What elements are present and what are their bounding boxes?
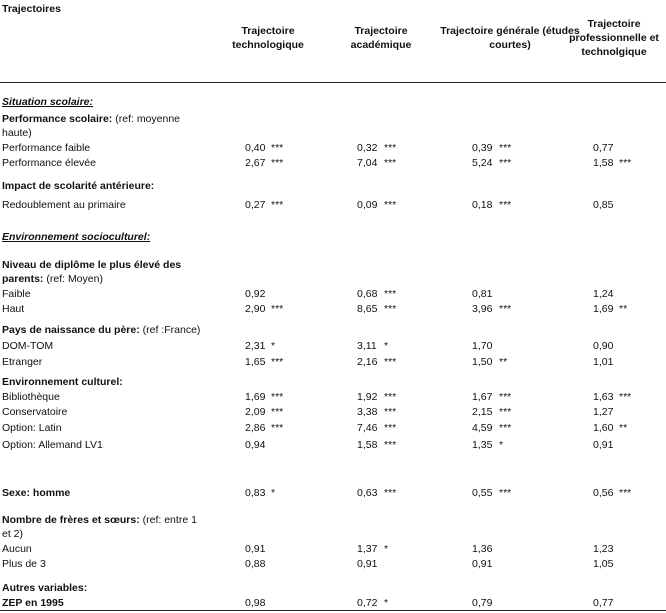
- row-label: Faible: [2, 288, 31, 300]
- significance-stars: ***: [271, 303, 284, 315]
- value-cell: 2,31: [245, 340, 266, 352]
- value-cell: 1,01: [593, 356, 614, 368]
- value-cell: 3,96: [472, 303, 493, 315]
- row-label: Performance élevée: [2, 157, 96, 169]
- value-cell: 3,11: [357, 340, 377, 352]
- value-cell: 1,50: [472, 356, 493, 368]
- significance-stars: **: [619, 422, 628, 434]
- significance-stars: ***: [384, 199, 397, 211]
- significance-stars: *: [384, 597, 389, 609]
- significance-stars: ***: [271, 406, 284, 418]
- value-cell: 0,90: [593, 340, 614, 352]
- value-cell: 4,59: [472, 422, 493, 434]
- freres-heading: Nombre de frères et sœurs: (ref: entre 1: [2, 514, 197, 526]
- value-cell: 1,65: [245, 356, 266, 368]
- significance-stars: ***: [271, 391, 284, 403]
- value-cell: 0,40: [245, 142, 266, 154]
- significance-stars: ***: [384, 439, 397, 451]
- column-header-technologique: Trajectoire technologique: [232, 25, 304, 51]
- row-label: Redoublement au primaire: [2, 199, 126, 211]
- value-cell: 1,23: [593, 543, 614, 555]
- value-cell: 0,92: [245, 288, 266, 300]
- significance-stars: ***: [384, 422, 397, 434]
- row-label: Sexe: homme: [2, 487, 71, 499]
- significance-stars: ***: [271, 142, 284, 154]
- value-cell: 1,58: [593, 157, 614, 169]
- value-cell: 1,69: [245, 391, 266, 403]
- value-cell: 2,86: [245, 422, 266, 434]
- header-rule: [0, 82, 666, 83]
- bottom-rule: [0, 610, 666, 611]
- significance-stars: **: [619, 303, 628, 315]
- value-cell: 7,04: [357, 157, 378, 169]
- table-title: Trajectoires: [2, 3, 61, 15]
- value-cell: 0,63: [357, 487, 378, 499]
- significance-stars: ***: [384, 391, 397, 403]
- diplome-heading: Niveau de diplôme le plus élevé des: [2, 259, 182, 271]
- significance-stars: ***: [384, 356, 397, 368]
- pays-heading: Pays de naissance du père: (ref :France): [2, 324, 201, 336]
- value-cell: 0,77: [593, 142, 614, 154]
- significance-stars: ***: [271, 157, 284, 169]
- value-cell: 0,85: [593, 199, 614, 211]
- value-cell: 0,91: [593, 439, 614, 451]
- row-label: Option: Latin: [2, 422, 62, 434]
- significance-stars: *: [271, 487, 276, 499]
- significance-stars: ***: [384, 142, 397, 154]
- value-cell: 0,98: [245, 597, 266, 609]
- column-header-professionnelle: Trajectoire professionnelle et technolgique: [569, 18, 659, 58]
- significance-stars: ***: [271, 422, 284, 434]
- value-cell: 3,38: [357, 406, 378, 418]
- value-cell: 0,91: [245, 543, 266, 555]
- value-cell: 2,16: [357, 356, 378, 368]
- value-cell: 0,81: [472, 288, 493, 300]
- significance-stars: ***: [499, 487, 512, 499]
- performance-reference: haute): [2, 127, 32, 139]
- row-label: Performance faible: [2, 142, 91, 154]
- value-cell: 1,67: [472, 391, 493, 403]
- value-cell: 1,35: [472, 439, 493, 451]
- significance-stars: ***: [384, 406, 397, 418]
- freres-reference: et 2): [2, 528, 24, 540]
- value-cell: 0,55: [472, 487, 493, 499]
- significance-stars: ***: [499, 157, 512, 169]
- value-cell: 2,67: [245, 157, 266, 169]
- significance-stars: *: [499, 439, 504, 451]
- significance-stars: ***: [499, 199, 512, 211]
- value-cell: 5,24: [472, 157, 493, 169]
- significance-stars: **: [499, 356, 508, 368]
- value-cell: 0,09: [357, 199, 378, 211]
- value-cell: 1,63: [593, 391, 614, 403]
- value-cell: 1,27: [593, 406, 614, 418]
- column-header-academique: Trajectoire académique: [350, 25, 412, 51]
- value-cell: 0,68: [357, 288, 378, 300]
- significance-stars: ***: [619, 487, 632, 499]
- value-cell: 0,32: [357, 142, 378, 154]
- section-situation: Situation scolaire:: [2, 96, 94, 108]
- value-cell: 0,27: [245, 199, 266, 211]
- significance-stars: ***: [384, 288, 397, 300]
- value-cell: 0,56: [593, 487, 614, 499]
- significance-stars: ***: [619, 391, 632, 403]
- value-cell: 1,92: [357, 391, 378, 403]
- row-label: Conservatoire: [2, 406, 68, 418]
- row-label: Aucun: [2, 543, 32, 555]
- significance-stars: ***: [384, 157, 397, 169]
- row-label: DOM-TOM: [2, 340, 54, 352]
- row-label: ZEP en 1995: [2, 597, 64, 609]
- significance-stars: ***: [271, 356, 284, 368]
- significance-stars: ***: [499, 391, 512, 403]
- significance-stars: ***: [499, 142, 512, 154]
- significance-stars: ***: [271, 199, 284, 211]
- section-environnement: Environnement socioculturel:: [2, 231, 151, 243]
- value-cell: 0,83: [245, 487, 266, 499]
- value-cell: 0,72: [357, 597, 378, 609]
- significance-stars: ***: [384, 487, 397, 499]
- value-cell: 0,79: [472, 597, 493, 609]
- row-label: Plus de 3: [2, 558, 46, 570]
- performance-heading: Performance scolaire: (ref: moyenne: [2, 113, 181, 125]
- row-label: Haut: [2, 303, 25, 315]
- value-cell: 1,24: [593, 288, 614, 300]
- significance-stars: *: [271, 340, 276, 352]
- row-label: Etranger: [2, 356, 43, 368]
- value-cell: 2,15: [472, 406, 493, 418]
- column-header-generale: Trajectoire générale (études courtes): [440, 25, 580, 51]
- value-cell: 1,05: [593, 558, 614, 570]
- significance-stars: ***: [384, 303, 397, 315]
- value-cell: 1,69: [593, 303, 614, 315]
- env-culturel-heading: Environnement culturel:: [2, 376, 123, 388]
- significance-stars: ***: [499, 303, 512, 315]
- value-cell: 1,60: [593, 422, 614, 434]
- value-cell: 0,88: [245, 558, 266, 570]
- value-cell: 0,94: [245, 439, 266, 451]
- significance-stars: ***: [499, 406, 512, 418]
- autres-heading: Autres variables:: [2, 582, 88, 594]
- value-cell: 0,39: [472, 142, 493, 154]
- diplome-reference: parents: (ref: Moyen): [2, 273, 103, 285]
- value-cell: 8,65: [357, 303, 378, 315]
- row-label: Bibliothèque: [2, 391, 60, 403]
- significance-stars: ***: [499, 422, 512, 434]
- value-cell: 2,90: [245, 303, 266, 315]
- value-cell: 1,70: [472, 340, 493, 352]
- impact-heading: Impact de scolarité antérieure:: [2, 180, 155, 192]
- value-cell: 0,91: [357, 558, 378, 570]
- value-cell: 1,58: [357, 439, 378, 451]
- significance-stars: *: [384, 340, 389, 352]
- value-cell: 2,09: [245, 406, 266, 418]
- value-cell: 0,77: [593, 597, 614, 609]
- row-label: Option: Allemand LV1: [2, 439, 103, 451]
- value-cell: 0,91: [472, 558, 493, 570]
- significance-stars: ***: [619, 157, 632, 169]
- value-cell: 1,37: [357, 543, 378, 555]
- value-cell: 1,36: [472, 543, 493, 555]
- value-cell: 7,46: [357, 422, 378, 434]
- significance-stars: *: [384, 543, 389, 555]
- value-cell: 0,18: [472, 199, 493, 211]
